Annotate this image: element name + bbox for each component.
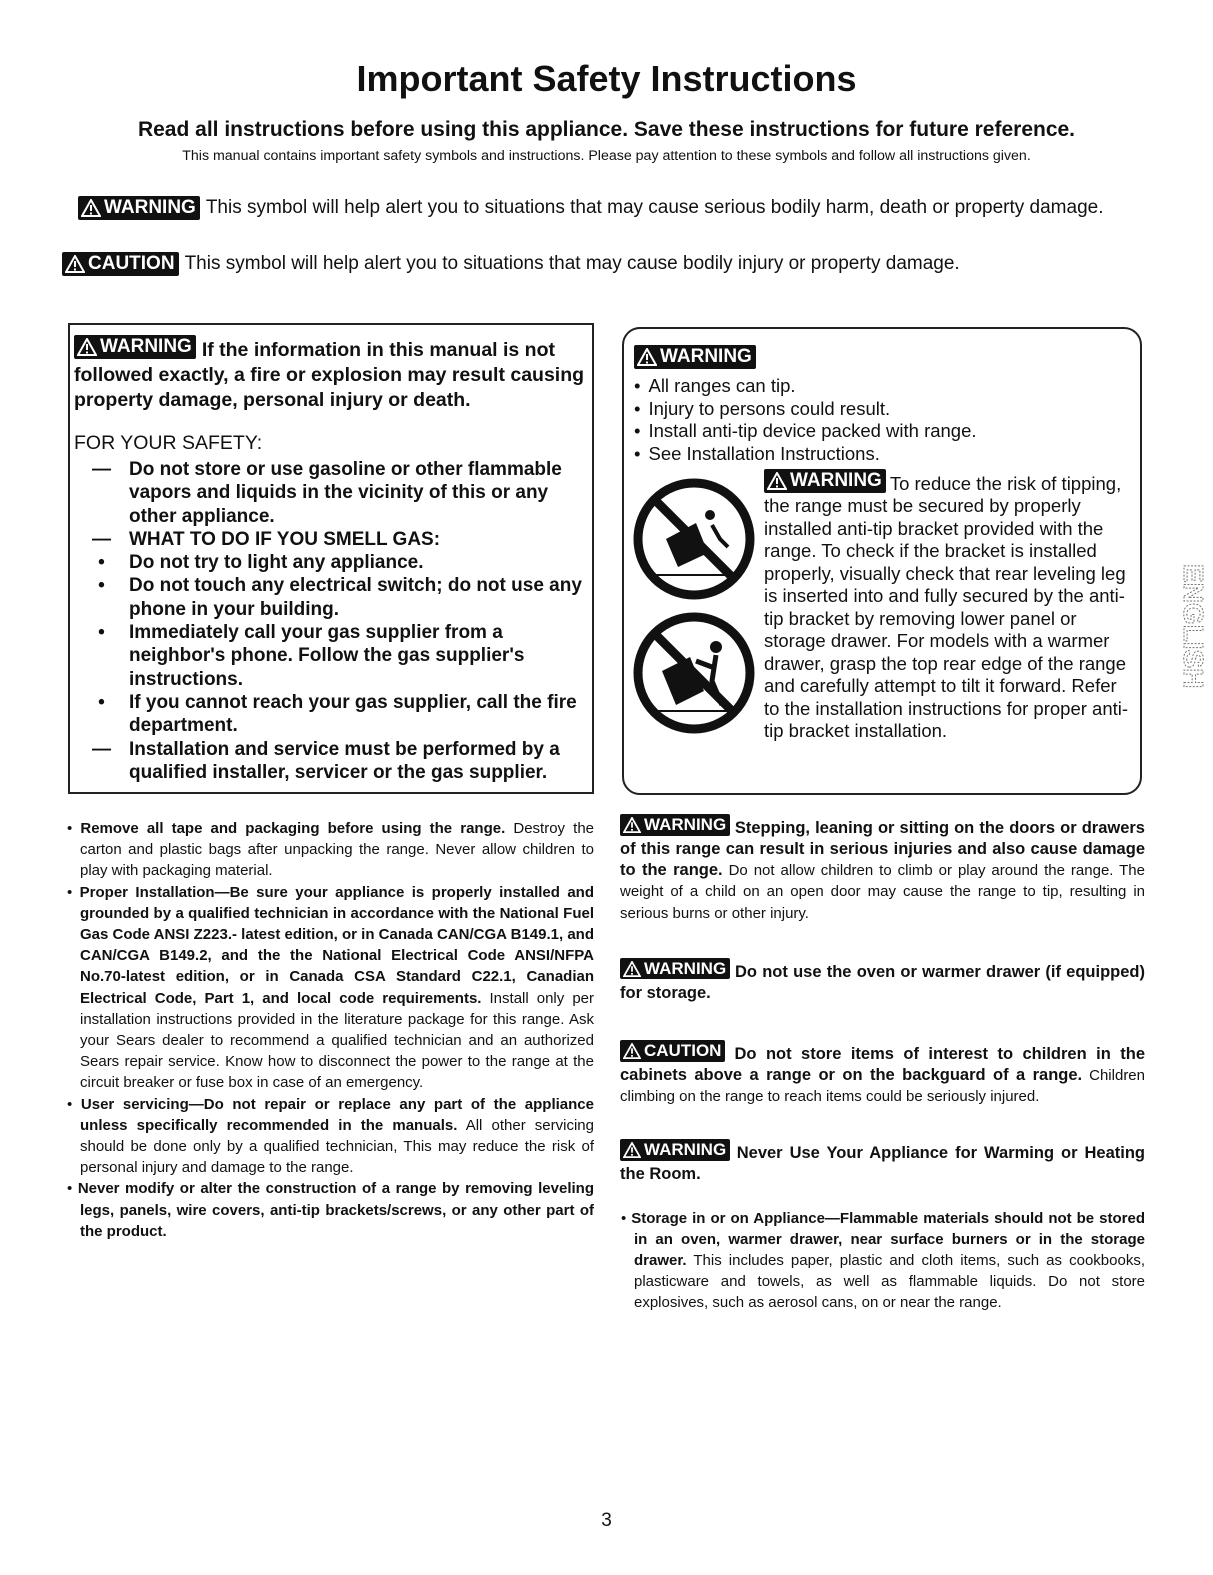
safety-list-item (74, 551, 592, 574)
warning-badge: WARNING (620, 958, 730, 980)
warning-symbol-row (78, 196, 1173, 220)
warning-badge: WARNING (634, 345, 756, 369)
safety-list-item (74, 458, 592, 528)
safety-list-item (74, 738, 592, 785)
alert-triangle-icon (623, 817, 641, 833)
warning-badge (78, 196, 200, 220)
list-item-text: Do not store or use gasoline or other flammable vapors and liquids in the vicinity of this or any other appliance. (129, 459, 562, 527)
english-tab-label: ENGLISH (1178, 564, 1209, 689)
caution-symbol-text: This symbol will help alert you to situations that may cause bodily injury or property damage. (184, 252, 960, 274)
safety-list-item (74, 528, 592, 551)
stepping-warning: WARNING Stepping, leaning or sitting on the doors or drawers of this range can result in serious injuries and also cause damage to the range. Do not allow children to climb or play around the range. The weight of a child on an open door may cause the range to tip, resulting in serious burns or other injury. (620, 815, 1145, 922)
instruction-paragraph: • Never modify or alter the construction of a range by removing leveling legs, panels, wire covers, anti-tip brackets/screws, or any other part of the product. (67, 1180, 594, 1240)
storage-oven-warning: WARNING Do not use the oven or warmer drawer (if equipped) for storage. (620, 958, 1146, 1002)
list-item: • All ranges can tip. (634, 375, 977, 398)
warning-badge: WARNING (620, 1139, 730, 1161)
safety-list-item (74, 691, 592, 738)
alert-triangle-icon (623, 1142, 641, 1158)
list-marker: — (92, 528, 111, 550)
list-item-text: Do not try to light any appliance. (129, 552, 424, 574)
alert-triangle-icon (767, 472, 787, 490)
instruction-paragraph: • Remove all tape and packaging before using the range. Destroy the carton and plastic bags after unpacking the range. Never allow children to play with packaging material. (67, 820, 594, 880)
anti-tip-warning-box (622, 327, 1142, 795)
safety-list-item (74, 621, 592, 691)
warning-label: WARNING (104, 197, 196, 218)
list-item-text: WHAT TO DO IF YOU SMELL GAS: (129, 528, 441, 550)
intro-text: This manual contains important safety symbols and instructions. Please pay attention to these symbols and follow all instructions given. (182, 148, 1031, 164)
alert-triangle-icon (81, 199, 101, 217)
warning-badge: WARNING (764, 469, 886, 493)
list-marker: • (98, 622, 105, 644)
storage-appliance-note: • Storage in or on Appliance—Flammable materials should not be stored in an oven, warmer drawer, near surface burners or in the storage drawer. This includes paper, plastic and cloth items, such as cookbooks, plasticware and towels, as well as flammable liquids. Do not store explosives, such as aerosol cans, on or near the range. (621, 1209, 1146, 1312)
anti-tip-text: WARNING To reduce the risk of tipping, the range must be secured by properly installed anti-tip bracket provided with the range. To check if the bracket is installed properly, visually check that rear leveling leg is inserted into and fully secured by the anti-tip bracket by removing lower panel or storage drawer. For models with a warmer drawer, grasp the top rear edge of the range and carefully attempt to tilt it forward. Refer to the installation instructions for proper anti-tip bracket installation. (764, 470, 1129, 742)
list-marker: • (98, 552, 105, 574)
gas-warning-lead: WARNING If the information in this manual is not followed exactly, a fire or explosion may result causing property damage, personal injury or death. (74, 336, 585, 411)
caution-badge: CAUTION (620, 1040, 725, 1062)
list-item: • Install anti-tip device packed with range. (634, 420, 977, 443)
caution-badge (62, 252, 179, 276)
list-marker: • (98, 691, 105, 713)
instruction-paragraph: • Proper Installation—Be sure your appliance is properly installed and grounded by a qualified technician in accordance with the National Fuel Gas Code ANSI Z223.- latest edition, or in Canada CAN/CGA B149.1, and CAN/CGA B149.2, and the the National Electrical Code ANSI/NFPA No.70-latest edition, or in Canada CSA Standard C22.1, Canadian Electrical Code, Part 1, and local code requirements. Install only per installation instructions provided in the literature package for this range. Ask your Sears dealer to recommend a qualified technician and an authorized Sears repair service. Know how to disconnect the power to the range at the circuit breaker or fuse box in case of an emergency. (67, 883, 594, 1092)
warning-badge: WARNING (620, 814, 730, 836)
page-subtitle: Read all instructions before using this appliance. Save these instructions for future reference. (137, 118, 1076, 141)
safety-list-item (74, 574, 592, 621)
tip-bullet-list (634, 375, 977, 465)
heating-warning: WARNING Never Use Your Appliance for Warming or Heating the Room. (620, 1140, 1145, 1184)
caution-symbol-row (62, 252, 1173, 276)
alert-triangle-icon (623, 961, 641, 977)
list-item: • Injury to persons could result. (634, 398, 977, 421)
list-marker: — (92, 459, 111, 480)
instruction-paragraph: • User servicing—Do not repair or replace any part of the appliance unless specifically recommended in the manuals. All other servicing should be done only by a qualified technician, This may reduce the risk of personal injury and damage to the range. (67, 1095, 594, 1177)
for-your-safety-heading: FOR YOUR SAFETY: (74, 432, 263, 454)
language-side-tab (1170, 560, 1210, 710)
page-title: Important Safety Instructions (356, 58, 857, 99)
right-instructions-column (620, 814, 1145, 1314)
alert-triangle-icon (623, 1043, 641, 1059)
children-caution: CAUTION Do not store items of interest to children in the cabinets above a range or on the backguard of a range. Children climbing on the range to reach items could be seriously injured. (620, 1040, 1146, 1106)
warning-symbol-text: This symbol will help alert you to situations that may cause serious bodily harm, death or property damage. (205, 196, 1104, 218)
left-instructions-column (66, 818, 594, 1242)
list-item-text: Installation and service must be performed by a qualified installer, servicer or the gas supplier. (129, 738, 560, 783)
no-climbing-range-icon (632, 477, 756, 601)
safety-list (74, 458, 592, 784)
list-item-text: If you cannot reach your gas supplier, call the fire department. (129, 691, 577, 737)
warning-badge: WARNING (74, 335, 196, 359)
alert-triangle-icon (637, 348, 657, 366)
alert-triangle-icon (65, 255, 85, 273)
list-item-text: Immediately call your gas supplier from a neighbor's phone. Follow the gas supplier's instructions. (129, 622, 525, 690)
list-marker: • (98, 575, 105, 597)
no-tipping-range-icon (632, 611, 756, 735)
list-marker: — (92, 738, 111, 760)
alert-triangle-icon (77, 338, 97, 356)
caution-label: CAUTION (88, 253, 175, 274)
gas-warning-box (68, 323, 594, 794)
page-number: 3 (601, 1510, 612, 1531)
list-item-text: Do not touch any electrical switch; do not use any phone in your building. (129, 575, 582, 620)
list-item: • See Installation Instructions. (634, 443, 977, 466)
